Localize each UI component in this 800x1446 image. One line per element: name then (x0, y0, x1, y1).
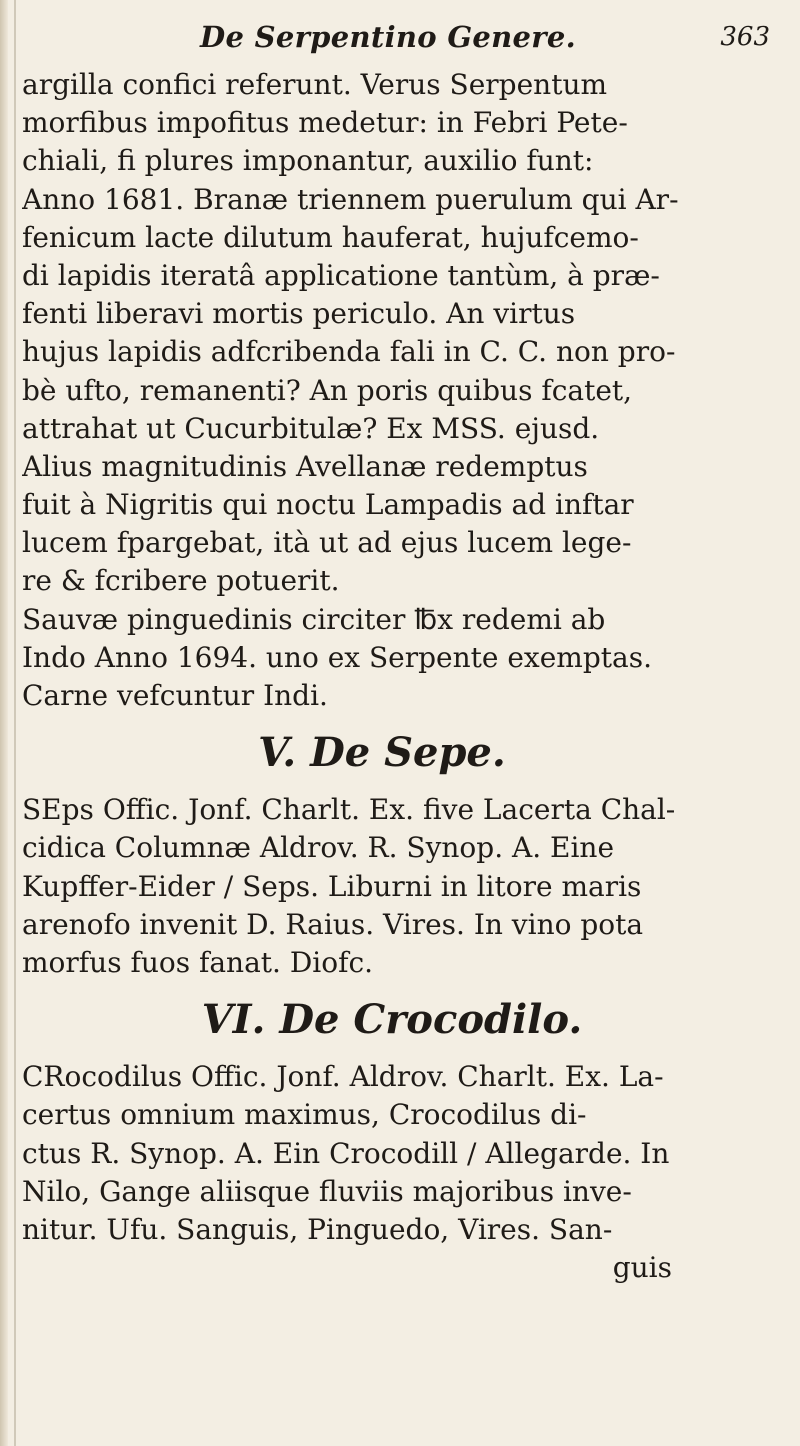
section-heading-sepe: V. De Sepe. (258, 729, 506, 777)
text-line: di lapidis iteratâ applicatione tantùm, à præ- (22, 258, 660, 292)
text-line: cidica Columnæ Aldrov. R. Synop. A. Eine (22, 831, 615, 865)
text-line: attrahat ut Cucurbitulæ? Ex MSS. ejusd. (22, 411, 600, 445)
page-header (200, 20, 770, 60)
text-line: lucem fpargebat, ità ut ad ejus lucem lege- (22, 526, 632, 560)
page-number: 363 (720, 22, 770, 52)
text-line: nitur. Ufu. Sanguis, Pinguedo, Vires. San- (22, 1212, 613, 1246)
text-line: morfus fuos fanat. Diofc. (22, 945, 374, 979)
text-line: ctus R. Synop. A. Ein Crocodill / Allegarde. In (22, 1136, 670, 1170)
text-line: fenti liberavi mortis periculo. An virtus (22, 297, 576, 331)
text-line: fuit à Nigritis qui noctu Lampadis ad inftar (22, 488, 634, 522)
text-line: hujus lapidis adfcribenda fali in C. C. non pro- (22, 335, 676, 369)
text-line: CRocodilus Offic. Jonf. Aldrov. Charlt. Ex. La- (22, 1060, 664, 1094)
text-line: Indo Anno 1694. uno ex Serpente exemptas. (22, 640, 652, 674)
section-heading-crocodilo: VI. De Crocodilo. (201, 996, 583, 1044)
text-line: Nilo, Gange aliisque fluviis majoribus inve- (22, 1174, 632, 1208)
text-line: arenofo invenit D. Raius. Vires. In vino pota (22, 907, 644, 941)
text-line: re & fcribere potuerit. (22, 564, 340, 598)
text-line: Carne vefcuntur Indi. (22, 679, 328, 712)
text-line: Kupffer-Eider / Seps. Liburni in litore maris (22, 869, 642, 903)
text-line: argilla confici referunt. Verus Serpentum (22, 68, 608, 101)
section-serpentine-stone (22, 66, 782, 715)
body-text (22, 66, 782, 1287)
section-crocodilo (22, 1058, 782, 1287)
running-head: De Serpentino Genere. (200, 20, 576, 54)
text-line: morfibus impofitus medetur: in Febri Pete- (22, 106, 628, 140)
catchword: guis (612, 1251, 672, 1285)
text-line: chiali, fi plures imponantur, auxilio funt: (22, 144, 594, 178)
text-line: Alius magnitudinis Avellanæ redemptus (22, 449, 588, 483)
section-sepe (22, 791, 782, 982)
text-line: certus omnium maximus, Crocodilus di- (22, 1098, 587, 1132)
text-line: bè ufto, remanenti? An poris quibus fcatet, (22, 373, 633, 407)
text-line: Anno 1681. Branæ triennem puerulum qui Ar- (22, 182, 679, 216)
text-line: Sauvæ pinguedinis circiter ℔x redemi ab (22, 602, 606, 636)
margin-rule (14, 0, 16, 1446)
page-gutter (0, 0, 8, 1446)
text-line: SEps Offic. Jonf. Charlt. Ex. five Lacerta Chal- (22, 793, 676, 827)
text-line: fenicum lacte dilutum hauferat, hujufcemo- (22, 220, 639, 254)
